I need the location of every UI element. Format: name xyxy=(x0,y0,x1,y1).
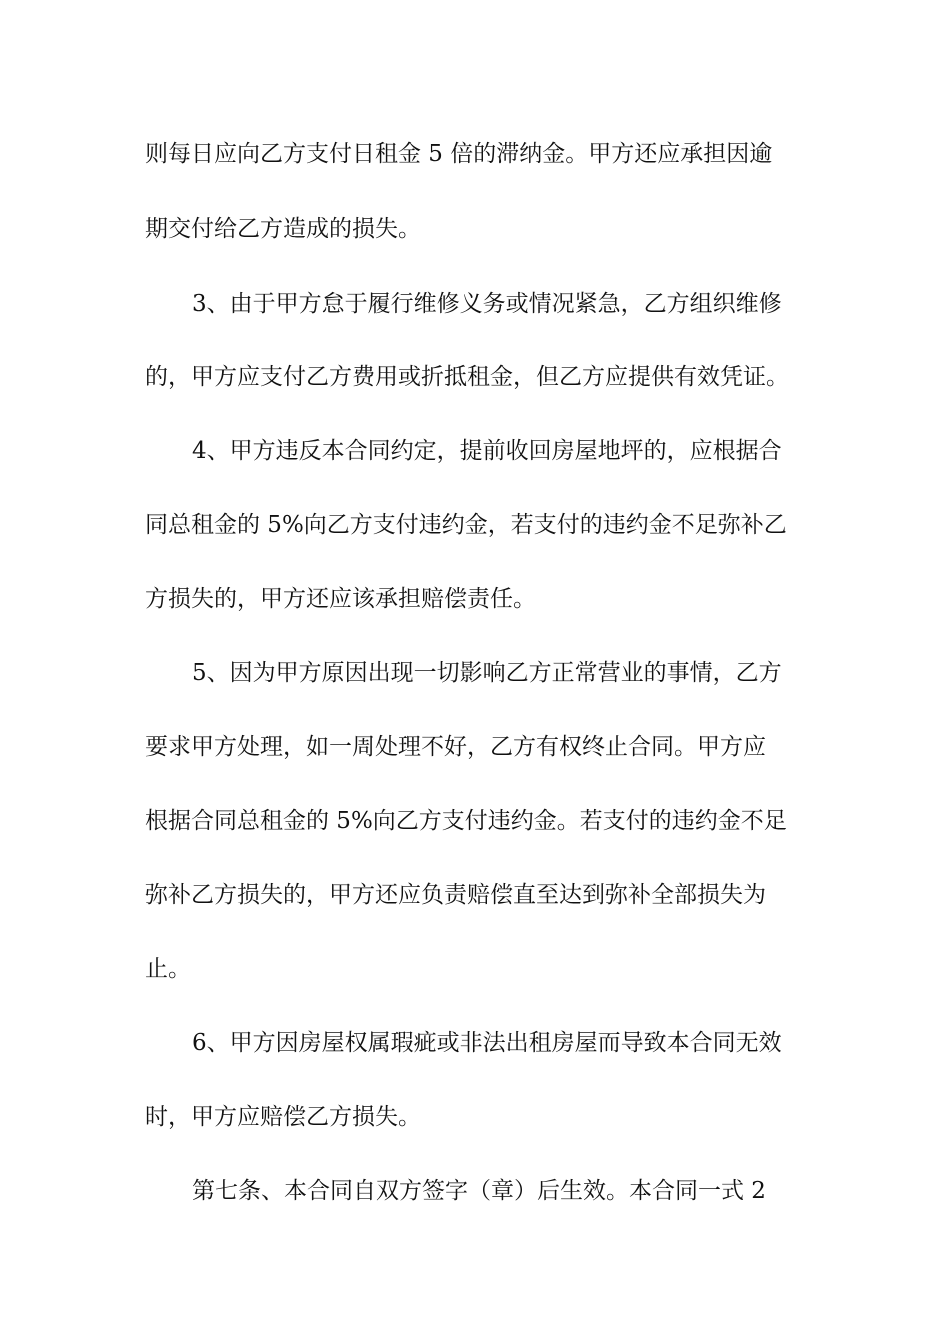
clause-4-line-2: 同总租金的 5%向乙方支付违约金，若支付的违约金不足弥补乙 xyxy=(145,512,787,538)
article-7-line-1: 第七条、本合同自双方签字（章）后生效。本合同一式 2 xyxy=(192,1178,766,1204)
clause-5-line-3: 根据合同总租金的 5%向乙方支付违约金。若支付的违约金不足 xyxy=(145,808,787,834)
clause-4-line-3: 方损失的，甲方还应该承担赔偿责任。 xyxy=(145,586,536,612)
clause-3-line-1: 3、由于甲方怠于履行维修义务或情况紧急，乙方组织维修 xyxy=(192,291,782,317)
clause-5-line-5: 止。 xyxy=(145,956,191,982)
clause-4-line-1: 4、甲方违反本合同约定，提前收回房屋地坪的，应根据合 xyxy=(192,438,782,464)
text-line-2: 期交付给乙方造成的损失。 xyxy=(145,216,421,242)
clause-5-line-2: 要求甲方处理，如一周处理不好，乙方有权终止合同。甲方应 xyxy=(145,734,766,760)
clause-5-line-1: 5、因为甲方原因出现一切影响乙方正常营业的事情，乙方 xyxy=(192,660,782,686)
clause-6-line-1: 6、甲方因房屋权属瑕疵或非法出租房屋而导致本合同无效 xyxy=(192,1030,782,1056)
clause-6-line-2: 时，甲方应赔偿乙方损失。 xyxy=(145,1104,421,1130)
clause-3-line-2: 的，甲方应支付乙方费用或折抵租金，但乙方应提供有效凭证。 xyxy=(145,364,789,390)
clause-5-line-4: 弥补乙方损失的，甲方还应负责赔偿直至达到弥补全部损失为 xyxy=(145,882,766,908)
text-line-1: 则每日应向乙方支付日租金 5 倍的滞纳金。甲方还应承担因逾 xyxy=(145,141,773,167)
